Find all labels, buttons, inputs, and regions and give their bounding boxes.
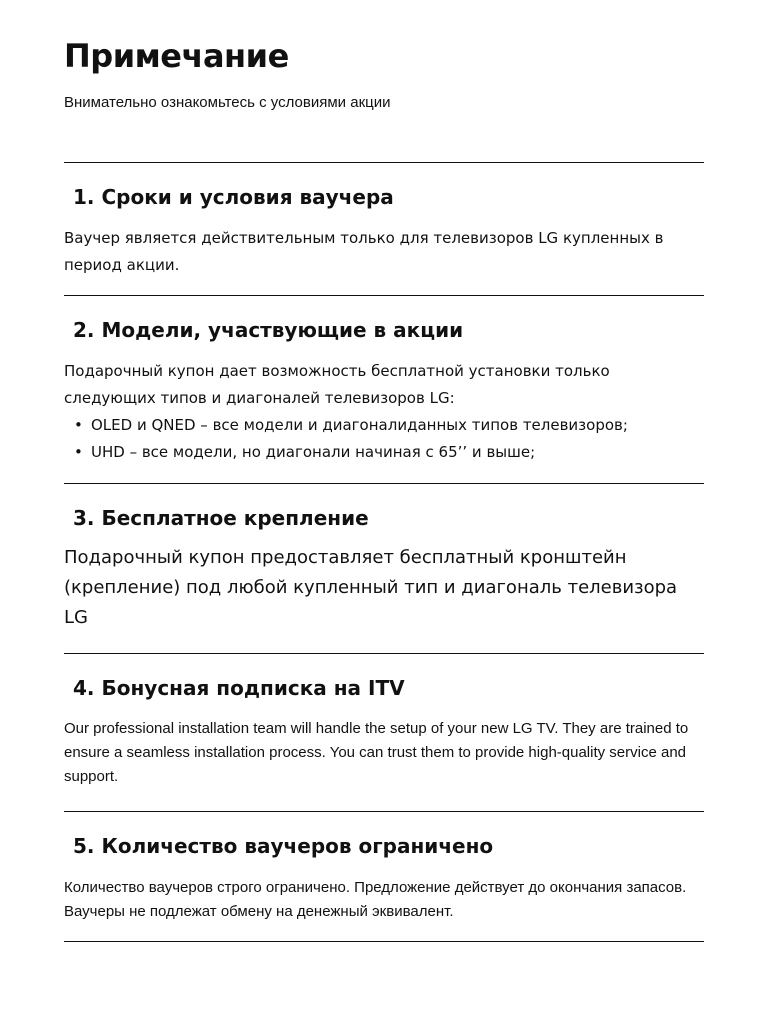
list-item: • OLED и QNED – все модели и диагоналиданных типов телевизоров; [74, 412, 704, 439]
section-paragraph: Подарочный купон предоставляет бесплатный кронштейн (крепление) под любой купленный тип и диагональ телевизора LG [64, 547, 678, 628]
section-participating-models [64, 317, 704, 484]
section-body [64, 225, 704, 295]
terms-sections [64, 162, 704, 942]
page-subtitle: Внимательно ознакомьтесь с условиями акции [64, 94, 391, 111]
section-body [64, 876, 704, 941]
list-item: • UHD – все модели, но диагонали начиная с 65’’ и выше; [74, 439, 704, 466]
section-paragraph: Our professional installation team will handle the setup of your new LG TV. They are trained to ensure a seamless installation process. You can trust them to provide high-quality service and support. [64, 720, 689, 785]
section-heading: 2. Модели, участвующие в акции [73, 318, 464, 342]
section-paragraph: Ваучеры не подлежат обмену на денежный эквивалент. [64, 903, 454, 920]
section-body [64, 358, 704, 483]
section-voucher-terms [64, 184, 704, 296]
section-heading: 1. Сроки и условия ваучера [73, 185, 394, 209]
section-free-mount [64, 505, 704, 654]
section-paragraph: Подарочный купон дает возможность бесплатной установки только следующих типов и диагоналей телевизоров LG: [64, 362, 610, 407]
section-itv-subscription [64, 675, 704, 812]
section-body [64, 543, 704, 653]
section-paragraph: Ваучер является действительным только для телевизоров LG купленных в период акции. [64, 229, 664, 274]
page-title: Примечание [64, 37, 289, 75]
models-list [64, 412, 704, 466]
section-heading: 4. Бонусная подписка на ITV [73, 676, 405, 700]
section-body [64, 717, 704, 811]
section-limited-vouchers [64, 833, 704, 942]
section-paragraph: Количество ваучеров строго ограничено. Предложение действует до окончания запасов. [64, 879, 687, 896]
section-heading: 5. Количество ваучеров ограничено [73, 834, 494, 858]
section-heading: 3. Бесплатное крепление [73, 506, 369, 530]
